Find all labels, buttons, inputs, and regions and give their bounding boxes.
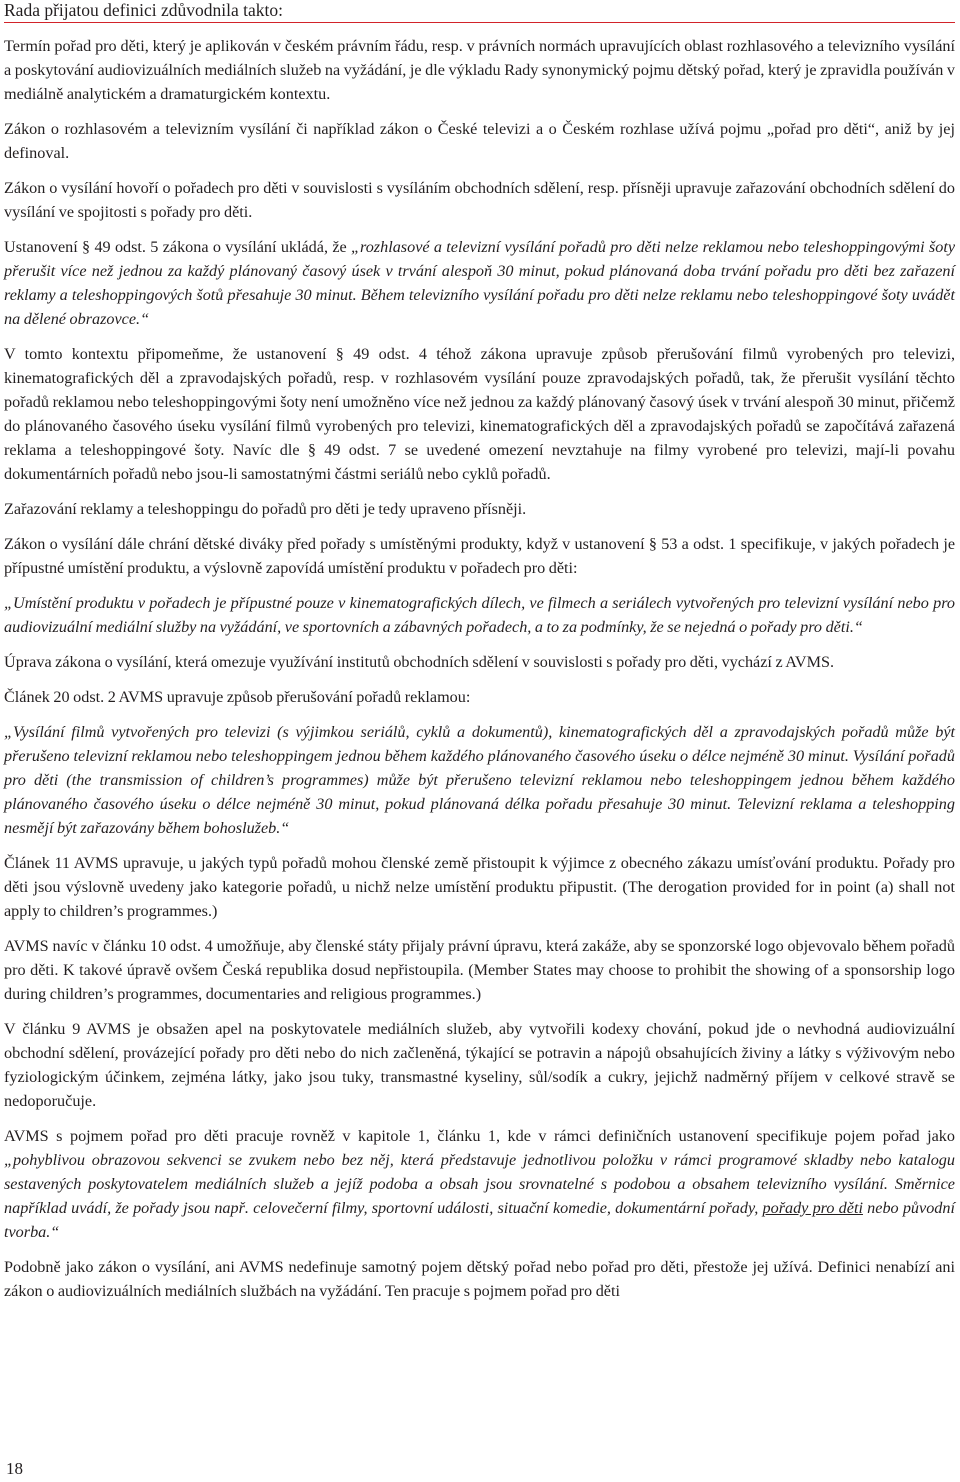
quotation: „rozhlasové a televizní vysílání pořadů pro děti nelze reklamou nebo teleshoppingovými šoty přerušit více než jednou za každý plánovaný časový úsek v trvání alespoň 30 minut, pokud plánovaná doba trvání pořadu pro děti bez zařazení reklamy a teleshoppingových šotů přesahuje 30 minut. Během televizního vysílání pořadu pro děti nelze reklamu nebo teleshoppingové šoty uvádět na dělené obrazovce.“	[4, 238, 956, 328]
quotation-end: nebo původní tvorba.“	[4, 1199, 955, 1241]
paragraph: AVMS navíc v článku 10 odst. 4 umožňuje, aby členské státy přijaly právní úpravu, která zakáže, aby se sponzorské logo objevovalo během pořadů pro děti. K takové úpravě ovšem Česká republika dosud nepřistoupila. (Member States may choose to prohibit the showing of a sponsorship logo during children’s programmes, documentaries and religious programmes.)	[4, 937, 955, 1003]
paragraph: Zákon o vysílání dále chrání dětské diváky před pořady s umístěnými produkty, když v ustanovení § 53 a odst. 1 specifikuje, v jakých pořadech je přípustné umístění produktu, a výslovně zapovídá umístění produktu v pořadech pro děti:	[4, 535, 955, 577]
paragraph: Termín pořad pro děti, který je aplikován v českém právním řádu, resp. v právních normách upravujících oblast rozhlasového a televizního vysílání a poskytování audiovizuálních mediálních služeb na vyžádání, je dle výkladu Rady synonymický pojmu dětský pořad, který je zpravidla používán v mediálně analytickém a dramaturgickém kontextu.	[4, 37, 955, 103]
body-text	[4, 34, 955, 1314]
paragraph: Článek 20 odst. 2 AVMS upravuje způsob přerušování pořadů reklamou:	[4, 688, 471, 706]
paragraph: Podobně jako zákon o vysílání, ani AVMS nedefinuje samotný pojem dětský pořad nebo pořad pro děti, přestože jej užívá. Definici nenabízí ani zákon o audiovizuálních mediálních službách na vyžádání. Ten pracuje s pojmem pořad pro děti	[4, 1258, 955, 1300]
paragraph	[4, 1124, 955, 1244]
quotation-paragraph: „Umístění produktu v pořadech je přípustné pouze v kinematografických dílech, ve filmech a seriálech vytvořených pro televizní vysílání nebo pro audiovizuální mediální služby na vyžádání, ve sportovních a zábavných pořadech, a to za podmínky, že se nejedná o pořady pro děti.“	[4, 594, 955, 636]
paragraph: Zákon o vysílání hovoří o pořadech pro děti v souvislosti s vysíláním obchodních sdělení, resp. přísněji upravuje zařazování obchodních sdělení do vysílání ve spojitosti s pořady pro děti.	[4, 179, 955, 221]
quotation: „pohyblivou obrazovou sekvenci se zvukem nebo bez něj, která představuje jednotlivou položku v rámci programové skladby nebo katalogu sestavených poskytovatelem mediálních služeb a jejíž podoba a obsah jsou srovnatelné s podobou a obsahem televizního vysílání. Směrnice například uvádí, že pořady jsou např. celovečerní filmy, sportovní události, situační komedie, dokumentární pořady,	[4, 1151, 955, 1217]
paragraph: Úprava zákona o vysílání, která omezuje využívání institutů obchodních sdělení v souvislosti s pořady pro děti, vychází z AVMS.	[4, 653, 835, 671]
section-heading: Rada přijatou definici zdůvodnila takto:	[4, 0, 283, 20]
paragraph-text: AVMS s pojmem pořad pro děti pracuje rovněž v kapitole 1, článku 1, kde v rámci definičních ustanovení specifikuje pojem pořad jako	[4, 1127, 955, 1145]
paragraph: Zařazování reklamy a teleshoppingu do pořadů pro děti je tedy upraveno přísněji.	[4, 500, 527, 518]
paragraph: V tomto kontextu připomeňme, že ustanovení § 49 odst. 4 téhož zákona upravuje způsob přerušování filmů vyrobených pro televizi, kinematografických děl a zpravodajských pořadů, resp. v rozhlasovém vysílání pouze zpravodajských pořadů, tak, že přerušit vysílání těchto pořadů reklamou nebo teleshoppingovými šoty není umožněno více než jednou za každý plánovaný časový úsek v trvání alespoň 30 minut, přičemž do plánovaného časového úseku vysílání filmů vyrobených pro televizi, kinematografických děl a zpravodajských pořadů se započítává zařazená reklama a teleshoppingové šoty. Navíc dle § 49 odst. 7 se uvedené omezení nevztahuje na filmy vyrobené pro televizi, mají-li povahu dokumentárních pořadů nebo jsou-li samostatnými částmi seriálů nebo cyklů pořadů.	[4, 345, 955, 483]
underlined-term: pořady pro děti	[762, 1199, 863, 1217]
quotation-paragraph: „Vysílání filmů vytvořených pro televizi (s výjimkou seriálů, cyklů a dokumentů), kinematografických děl a zpravodajských pořadů může být přerušeno televizní reklamou nebo teleshoppingem jednou během každého plánovaného časového úseku o délce nejméně 30 minut. Vysílání pořadů pro děti (the transmission of children’s programmes) může být přerušeno televizní reklamou nebo teleshoppingem jednou během každého plánovaného časového úseku o délce nejméně 30 minut, pokud plánovaná délka pořadu přesahuje 30 minut. Televizní reklama a teleshopping nesmějí být zařazovány během bohoslužeb.“	[4, 723, 955, 837]
page-number: 18	[6, 1459, 23, 1478]
paragraph: V článku 9 AVMS je obsažen apel na poskytovatele mediálních služeb, aby vytvořili kodexy chování, pokud jde o nevhodná audiovizuální obchodní sdělení, provázející pořady pro děti nebo do nich začleněná, týkající se potravin a nápojů obsahujících živiny a látky s výživovým nebo fyziologickým účinkem, zejména látky, jako jsou tuky, transmastné kyseliny, sůl/sodík a cukry, jejichž nadměrný příjem v celkové stravě se nedoporučuje.	[4, 1020, 955, 1110]
paragraph-text: Ustanovení § 49 odst. 5 zákona o vysílání ukládá, že	[4, 238, 352, 256]
paragraph: Článek 11 AVMS upravuje, u jakých typů pořadů mohou členské země přistoupit k výjimce z obecného zákazu umísťování produktu. Pořady pro děti jsou výslovně uvedeny jako kategorie pořadů, u nichž nelze umístění produktu připustit. (The derogation provided for in point (a) shall not apply to children’s programmes.)	[4, 854, 955, 920]
heading-bar	[4, 0, 955, 23]
paragraph: Zákon o rozhlasovém a televizním vysílání či například zákon o České televizi a o Českém rozhlase užívá pojmu „pořad pro děti“, aniž by jej definoval.	[4, 120, 955, 162]
paragraph	[4, 235, 955, 331]
